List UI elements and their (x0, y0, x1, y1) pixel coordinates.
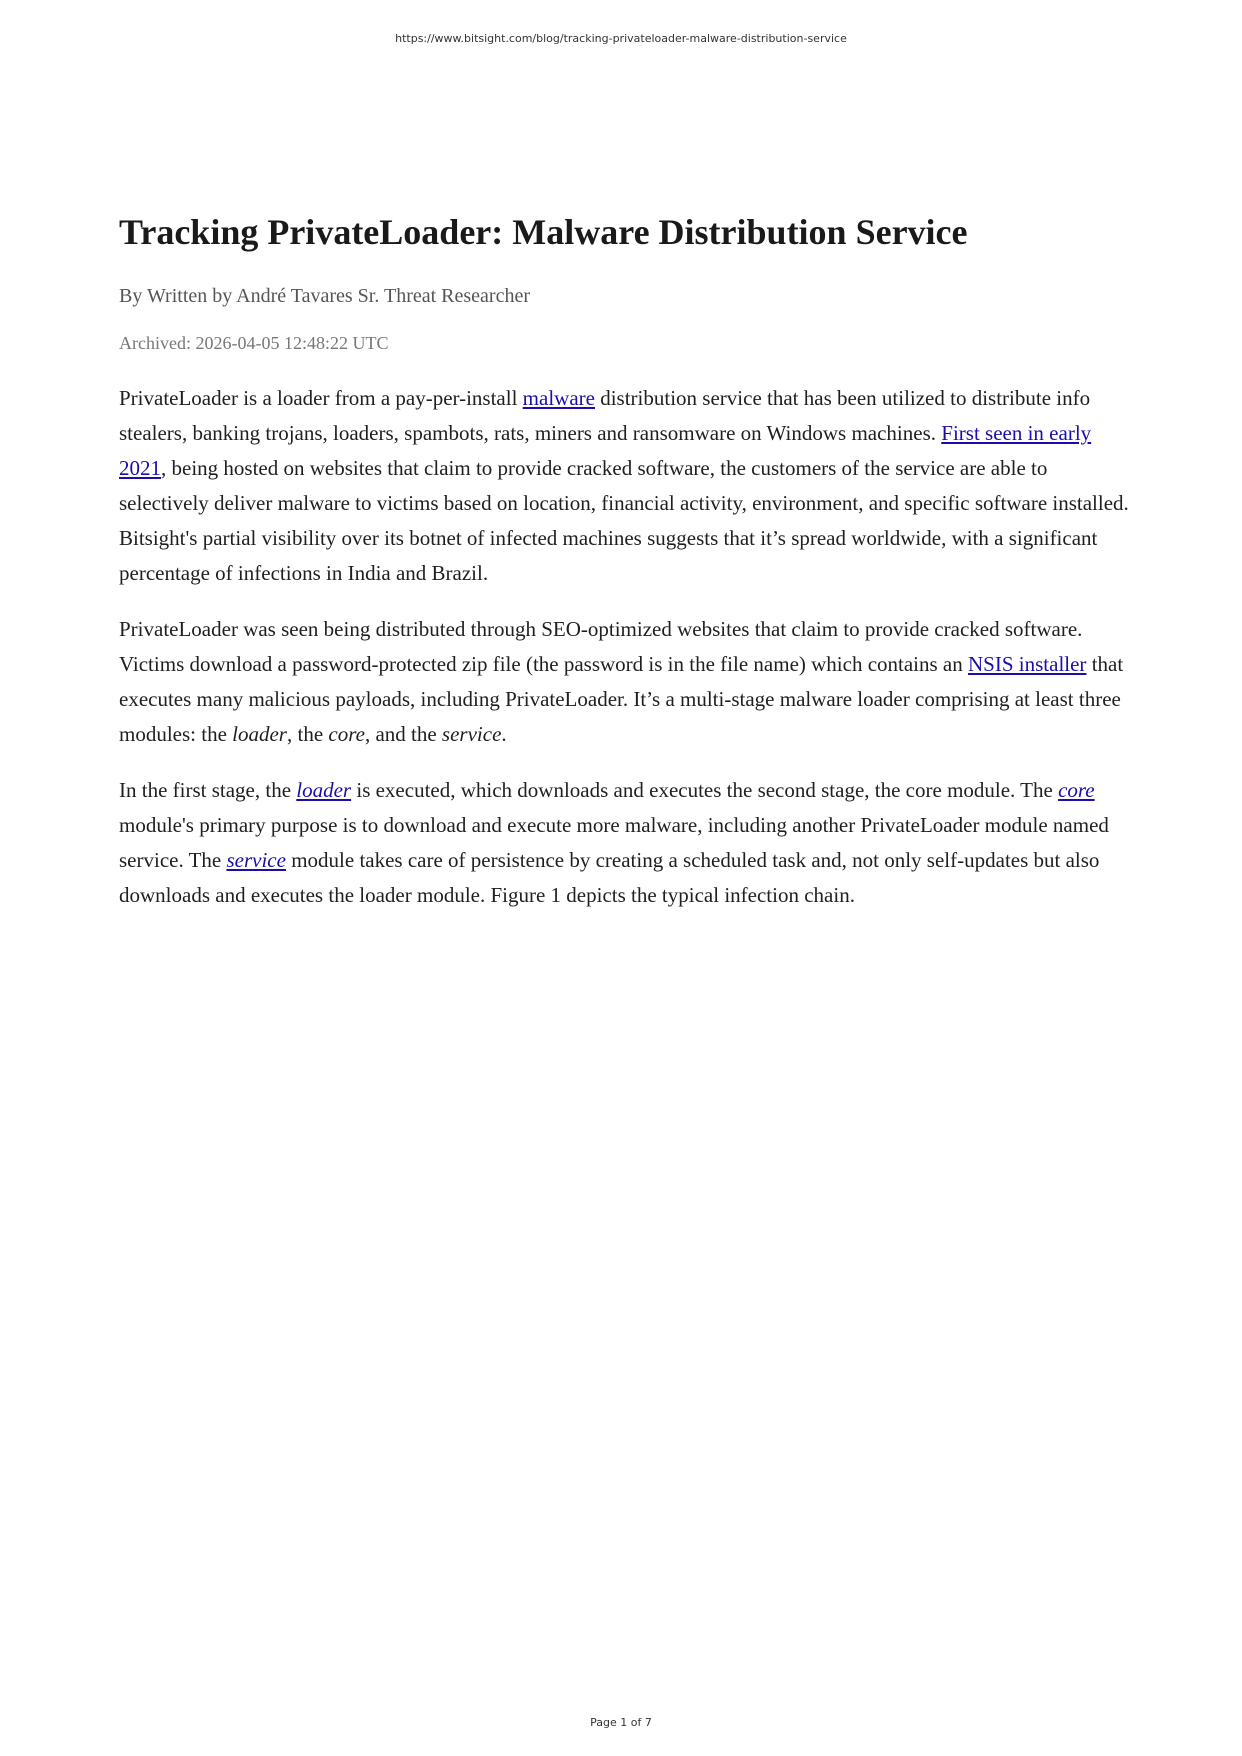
paragraph-text: module's primary purpose is to download and execute more malware, including another PrivateLoader module named service. The (119, 813, 1109, 873)
paragraph-text: , and the (364, 722, 442, 747)
paragraph-text: , being hosted on websites that claim to provide cracked software, the customers of the service are able to selectively deliver malware to victims based on location, financial activity, environment, and specific software installed. Bitsight's partial visibility over its botnet of infected machines suggests that it’s spread worldwide, with a significant percentage of infections in India and Brazil. (119, 456, 1129, 586)
link-loader[interactable] (296, 778, 351, 802)
link-first-seen[interactable]: First seen in early 2021 (119, 421, 1092, 481)
paragraph-text: that executes many malicious payloads, including PrivateLoader. It’s a multi-stage malware loader comprising at least three modules: the (119, 652, 1124, 747)
paragraph-text: In the first stage, the (119, 778, 297, 803)
link-service-text: service (226, 848, 286, 873)
paragraph-text: is executed, which downloads and executes the second stage, the core module. The (351, 778, 1059, 803)
link-core-text: core (1058, 778, 1095, 803)
article-title: Tracking PrivateLoader: Malware Distribution Service (119, 212, 968, 252)
term-core: core (328, 722, 365, 747)
link-malware[interactable]: malware (522, 386, 595, 411)
paragraph-text: PrivateLoader is a loader from a pay-per-install (119, 386, 523, 411)
article (119, 210, 1129, 913)
paragraph-text: , the (286, 722, 329, 747)
paragraph-intro (119, 381, 1129, 591)
term-service: service (441, 722, 502, 747)
paragraph-distribution (119, 612, 1129, 752)
term-loader: loader (232, 722, 287, 747)
link-core[interactable] (1058, 778, 1095, 802)
link-nsis-installer[interactable]: NSIS installer (968, 652, 1087, 677)
paragraph-text: PrivateLoader was seen being distributed through SEO-optimized websites that claim to provide cracked software. Victims download a password-protected zip file (the password is in the file name) which contains an (119, 617, 1083, 677)
paragraph-text: . (501, 722, 507, 747)
page-url-header: https://www.bitsight.com/blog/tracking-privateloader-malware-distribution-service (395, 32, 847, 45)
paragraph-stages (119, 773, 1129, 913)
author-byline: By Written by André Tavares Sr. Threat Researcher (119, 285, 531, 307)
archived-timestamp: Archived: 2026-04-05 12:48:22 UTC (119, 333, 389, 353)
paragraph-text: module takes care of persistence by creating a scheduled task and, not only self-updates but also downloads and executes the loader module. Figure 1 depicts the typical infection chain. (119, 848, 1100, 908)
page-number: Page 1 of 7 (590, 1716, 652, 1729)
link-loader-text: loader (296, 778, 352, 803)
link-service[interactable] (226, 848, 285, 872)
paragraph-text: distribution service that has been utilized to distribute info stealers, banking trojans, loaders, spambots, rats, miners and ransomware on Windows machines. (119, 386, 1091, 446)
